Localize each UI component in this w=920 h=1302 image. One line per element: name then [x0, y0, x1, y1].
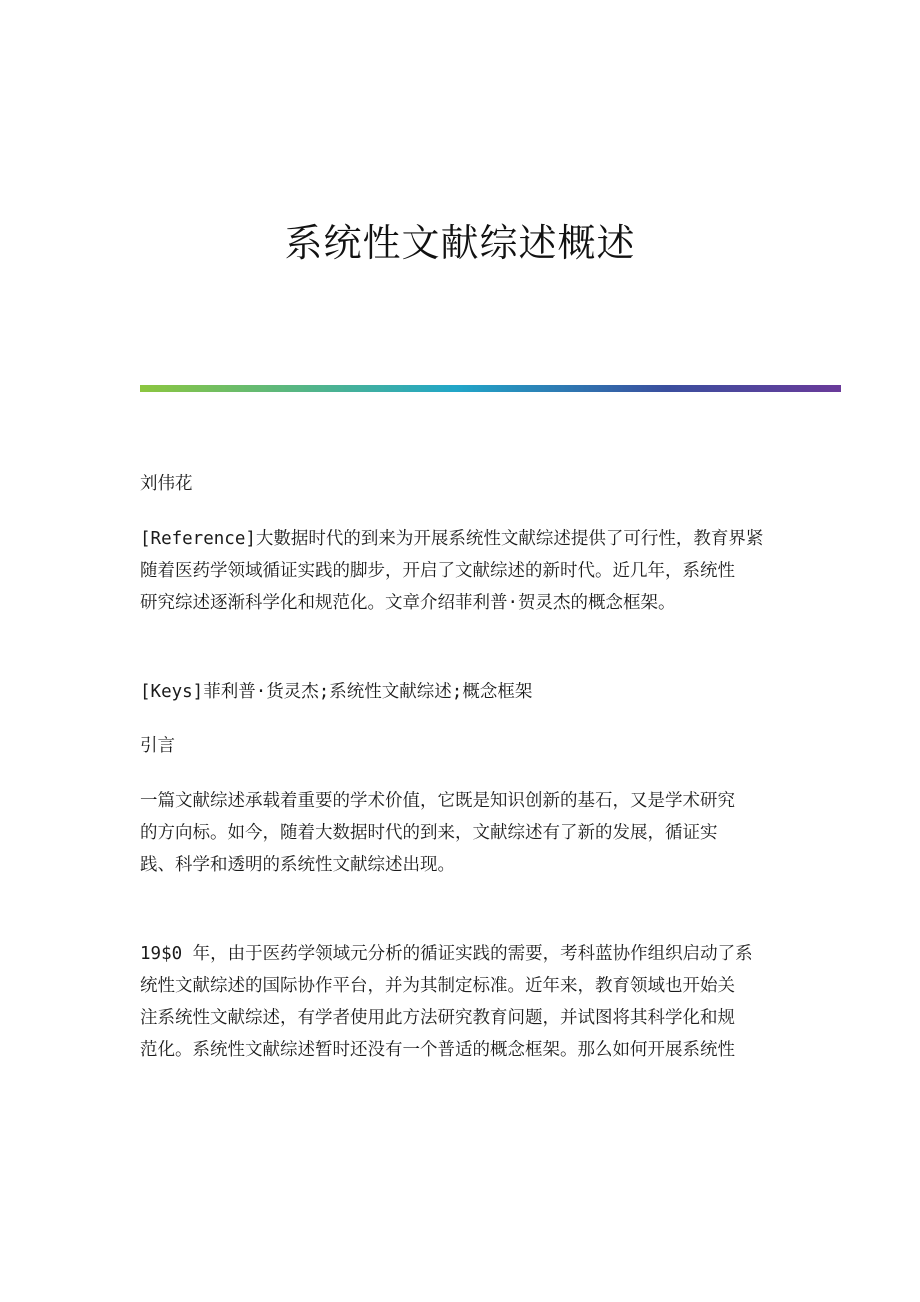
paragraph-line: 范化。系统性文献综述暂时还没有一个普适的概念框架。那么如何开展系统性	[140, 1040, 735, 1060]
section-heading: 引言	[140, 736, 175, 756]
paragraph-line: 践、科学和透明的系统性文献综述出现。	[140, 855, 455, 875]
abstract-line: [Reference]大數据时代的到来为开展系统性文献综述提供了可行性，教育界紧	[140, 529, 764, 549]
paragraph-line: 19$0 年，由于医药学领域元分析的循证实践的需要，考科蓝协作组织启动了系	[140, 944, 753, 964]
abstract-line: 随着医药学领域循证实践的脚步，开启了文献综述的新时代。近几年，系统性	[140, 561, 735, 581]
abstract	[140, 523, 790, 619]
abstract-line: 研究综述逐渐科学化和规范化。文章介绍菲利普·贺灵杰的概念框架。	[140, 593, 676, 613]
keywords: [Keys]菲利普·货灵杰;系统性文献综述;概念框架	[140, 682, 533, 702]
title-divider	[140, 385, 841, 392]
paragraph-line: 注系统性文献综述，有学者使用此方法研究教育问题，并试图将其科学化和规	[140, 1008, 735, 1028]
document-title: 系统性文献综述概述	[284, 221, 636, 265]
paragraph-line: 的方向标。如今，随着大数据时代的到来，文献综述有了新的发展，循证实	[140, 823, 718, 843]
paragraph-line: 统性文献综述的国际协作平台，并为其制定标准。近年来，教育领域也开始关	[140, 976, 735, 996]
paragraph-line: 一篇文献综述承载着重要的学术价值，它既是知识创新的基石，又是学术研究	[140, 791, 735, 811]
paragraph-2	[140, 938, 790, 1066]
paragraph-1	[140, 785, 790, 881]
author-name: 刘伟花	[140, 474, 193, 494]
